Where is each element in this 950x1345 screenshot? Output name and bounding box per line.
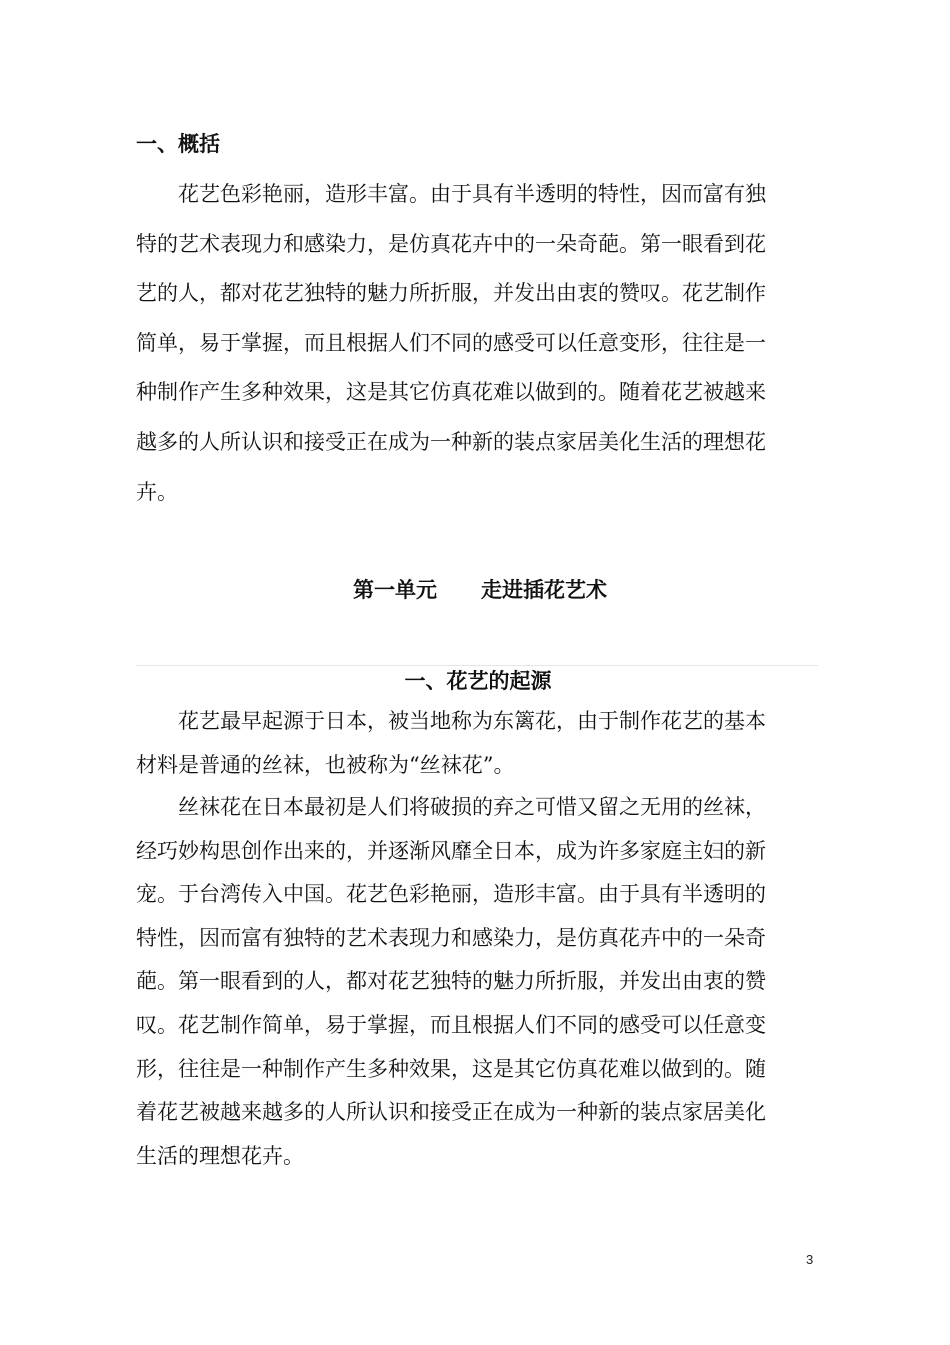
unit-title [0, 572, 950, 608]
section-heading-origin: 一、花艺的起源 [404, 668, 552, 693]
section-heading-overview: 一、概括 [136, 131, 220, 156]
overview-paragraph: 花艺色彩艳丽，造形丰富。由于具有半透明的特性，因而富有独特的艺术表现力和感染力，是仿真花卉中的一朵奇葩。第一眼看到花艺的人，都对花艺独特的魅力所折服，并发出由衷的赞叹。花艺制作简单，易于掌握，而且根据人们不同的感受可以任意变形，往往是一种制作产生多种效果，这是其它仿真花难以做到的。随着花艺被越来越多的人所认识和接受正在成为一种新的装点家居美化生活的理想花卉。 [136, 182, 766, 504]
origin-paragraph-2: 丝袜花在日本最初是人们将破损的弃之可惜又留之无用的丝袜，经巧妙构思创作出来的，并逐渐风靡全日本，成为许多家庭主妇的新宠。于台湾传入中国。花艺色彩艳丽，造形丰富。由于具有半透明的特性，因而富有独特的艺术表现力和感染力，是仿真花卉中的一朵奇葩。第一眼看到的人，都对花艺独特的魅力所折服，并发出由衷的赞叹。花艺制作简单，易于掌握，而且根据人们不同的感受可以任意变形，往往是一种制作产生多种效果，这是其它仿真花难以做到的。随着花艺被越来越多的人所认识和接受正在成为一种新的装点家居美化生活的理想花卉。 [136, 795, 766, 1168]
unit-number: 第一单元 [353, 577, 437, 602]
page-number: 3 [806, 1252, 814, 1267]
origin-paragraph-1: 花艺最早起源于日本，被当地称为东篱花，由于制作花艺的基本材料是普通的丝袜，也被称为“丝袜花”。 [136, 709, 766, 777]
unit-name: 走进插花艺术 [481, 577, 607, 602]
